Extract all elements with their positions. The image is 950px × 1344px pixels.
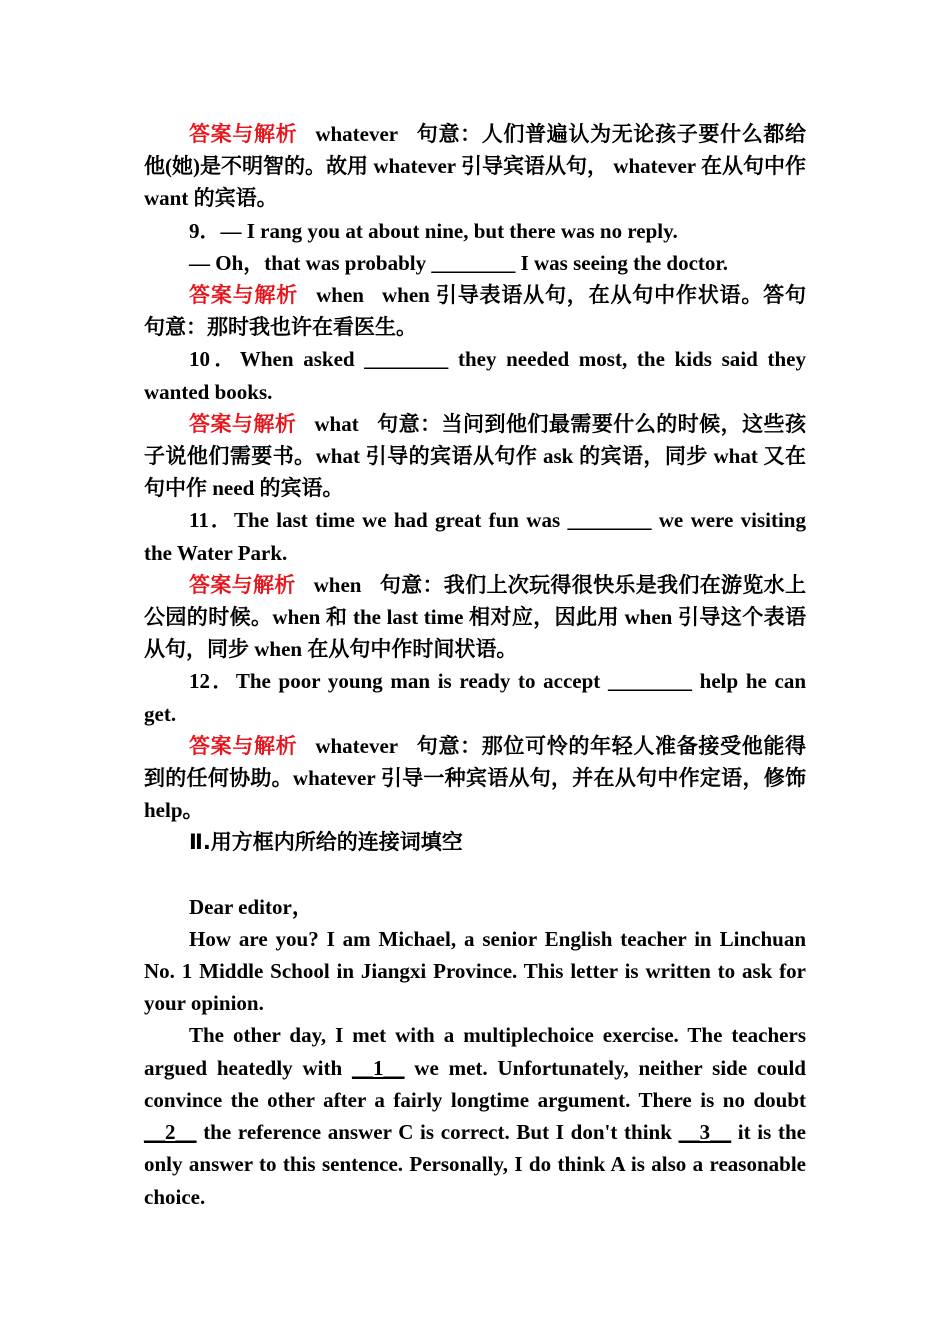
letter-paragraph-1: How are you? I am Michael, a senior English teacher in Linchuan No. 1 Middle School in Jiangxi Province. This letter is written to ask for your opinion. [144, 926, 806, 1016]
answer-word: whatever [315, 122, 399, 146]
answer-label: 答案与解析 [189, 122, 298, 146]
question-10: 10．When asked ________ they needed most, the kids said they wanted books. [144, 347, 806, 404]
document-page [144, 118, 806, 1213]
answer-label: 答案与解析 [189, 733, 298, 758]
letter-paragraph-2 [144, 1019, 806, 1212]
answer-12 [144, 730, 806, 827]
answer-9 [144, 279, 806, 343]
answer-explanation: 句意：我们上次玩得很快乐是我们在游览水上公园的时候。when 和 the last time 相对应，因此用 when 引导这个表语从句，同步 when 在从句中作时间状语。 [144, 572, 807, 662]
answer-explanation: 句意：那位可怜的年轻人准备接受他能得到的任何协助。whatever 引导一种宾语从句，并在从句中作定语，修饰 help。 [144, 733, 807, 823]
text-run: The other day, I met with a multiplechoice exercise. The teachers argued heatedly with [144, 1023, 806, 1080]
answer-word: what [314, 411, 359, 436]
question-12: 12．The poor young man is ready to accept ________ help he can get. [144, 669, 806, 726]
blank-3: __3__ [678, 1120, 732, 1145]
letter-greeting: Dear editor， [189, 894, 313, 919]
answer-word: when [316, 283, 364, 308]
section-title: Ⅱ.用方框内所给的连接词填空 [189, 830, 463, 855]
question-9-line-2: — Oh，that was probably ________ I was seeing the doctor. [189, 250, 729, 275]
answer-10 [144, 408, 806, 505]
answer-8 [144, 118, 806, 215]
text-run: the reference answer C is correct. But I don't think [196, 1120, 679, 1145]
text-run: we met. Unfortunately, neither side could convince the other after a fairly longtime argument. There is no doubt [144, 1055, 806, 1112]
answer-label: 答案与解析 [189, 283, 299, 308]
answer-explanation: 句意：当问到他们最需要什么的时候，这些孩子说他们需要书。what 引导的宾语从句作 ask 的宾语，同步 what 又在句中作 need 的宾语。 [144, 411, 807, 501]
answer-explanation: 句意：人们普遍认为无论孩子要什么都给他(她)是不明智的。故用 whatever 引导宾语从句， whatever 在从句中作 want 的宾语。 [144, 122, 807, 211]
answer-label: 答案与解析 [189, 572, 296, 597]
question-9-line-1: 9．— I rang you at about nine, but there was no reply. [189, 218, 678, 243]
text-run: it is the only answer to this sentence. Personally, I do think A is also a reasonable choice. [144, 1120, 806, 1209]
blank-2: __2__ [144, 1120, 197, 1145]
answer-word: whatever [315, 733, 399, 758]
answer-11 [144, 569, 806, 666]
blank-1: __1__ [351, 1055, 405, 1080]
answer-explanation: when 引导表语从句，在从句中作状语。答句句意：那时我也许在看医生。 [144, 283, 807, 340]
question-11: 11．The last time we had great fun was ________ we were visiting the Water Park. [144, 508, 806, 565]
answer-label: 答案与解析 [189, 411, 297, 436]
answer-word: when [313, 572, 362, 597]
